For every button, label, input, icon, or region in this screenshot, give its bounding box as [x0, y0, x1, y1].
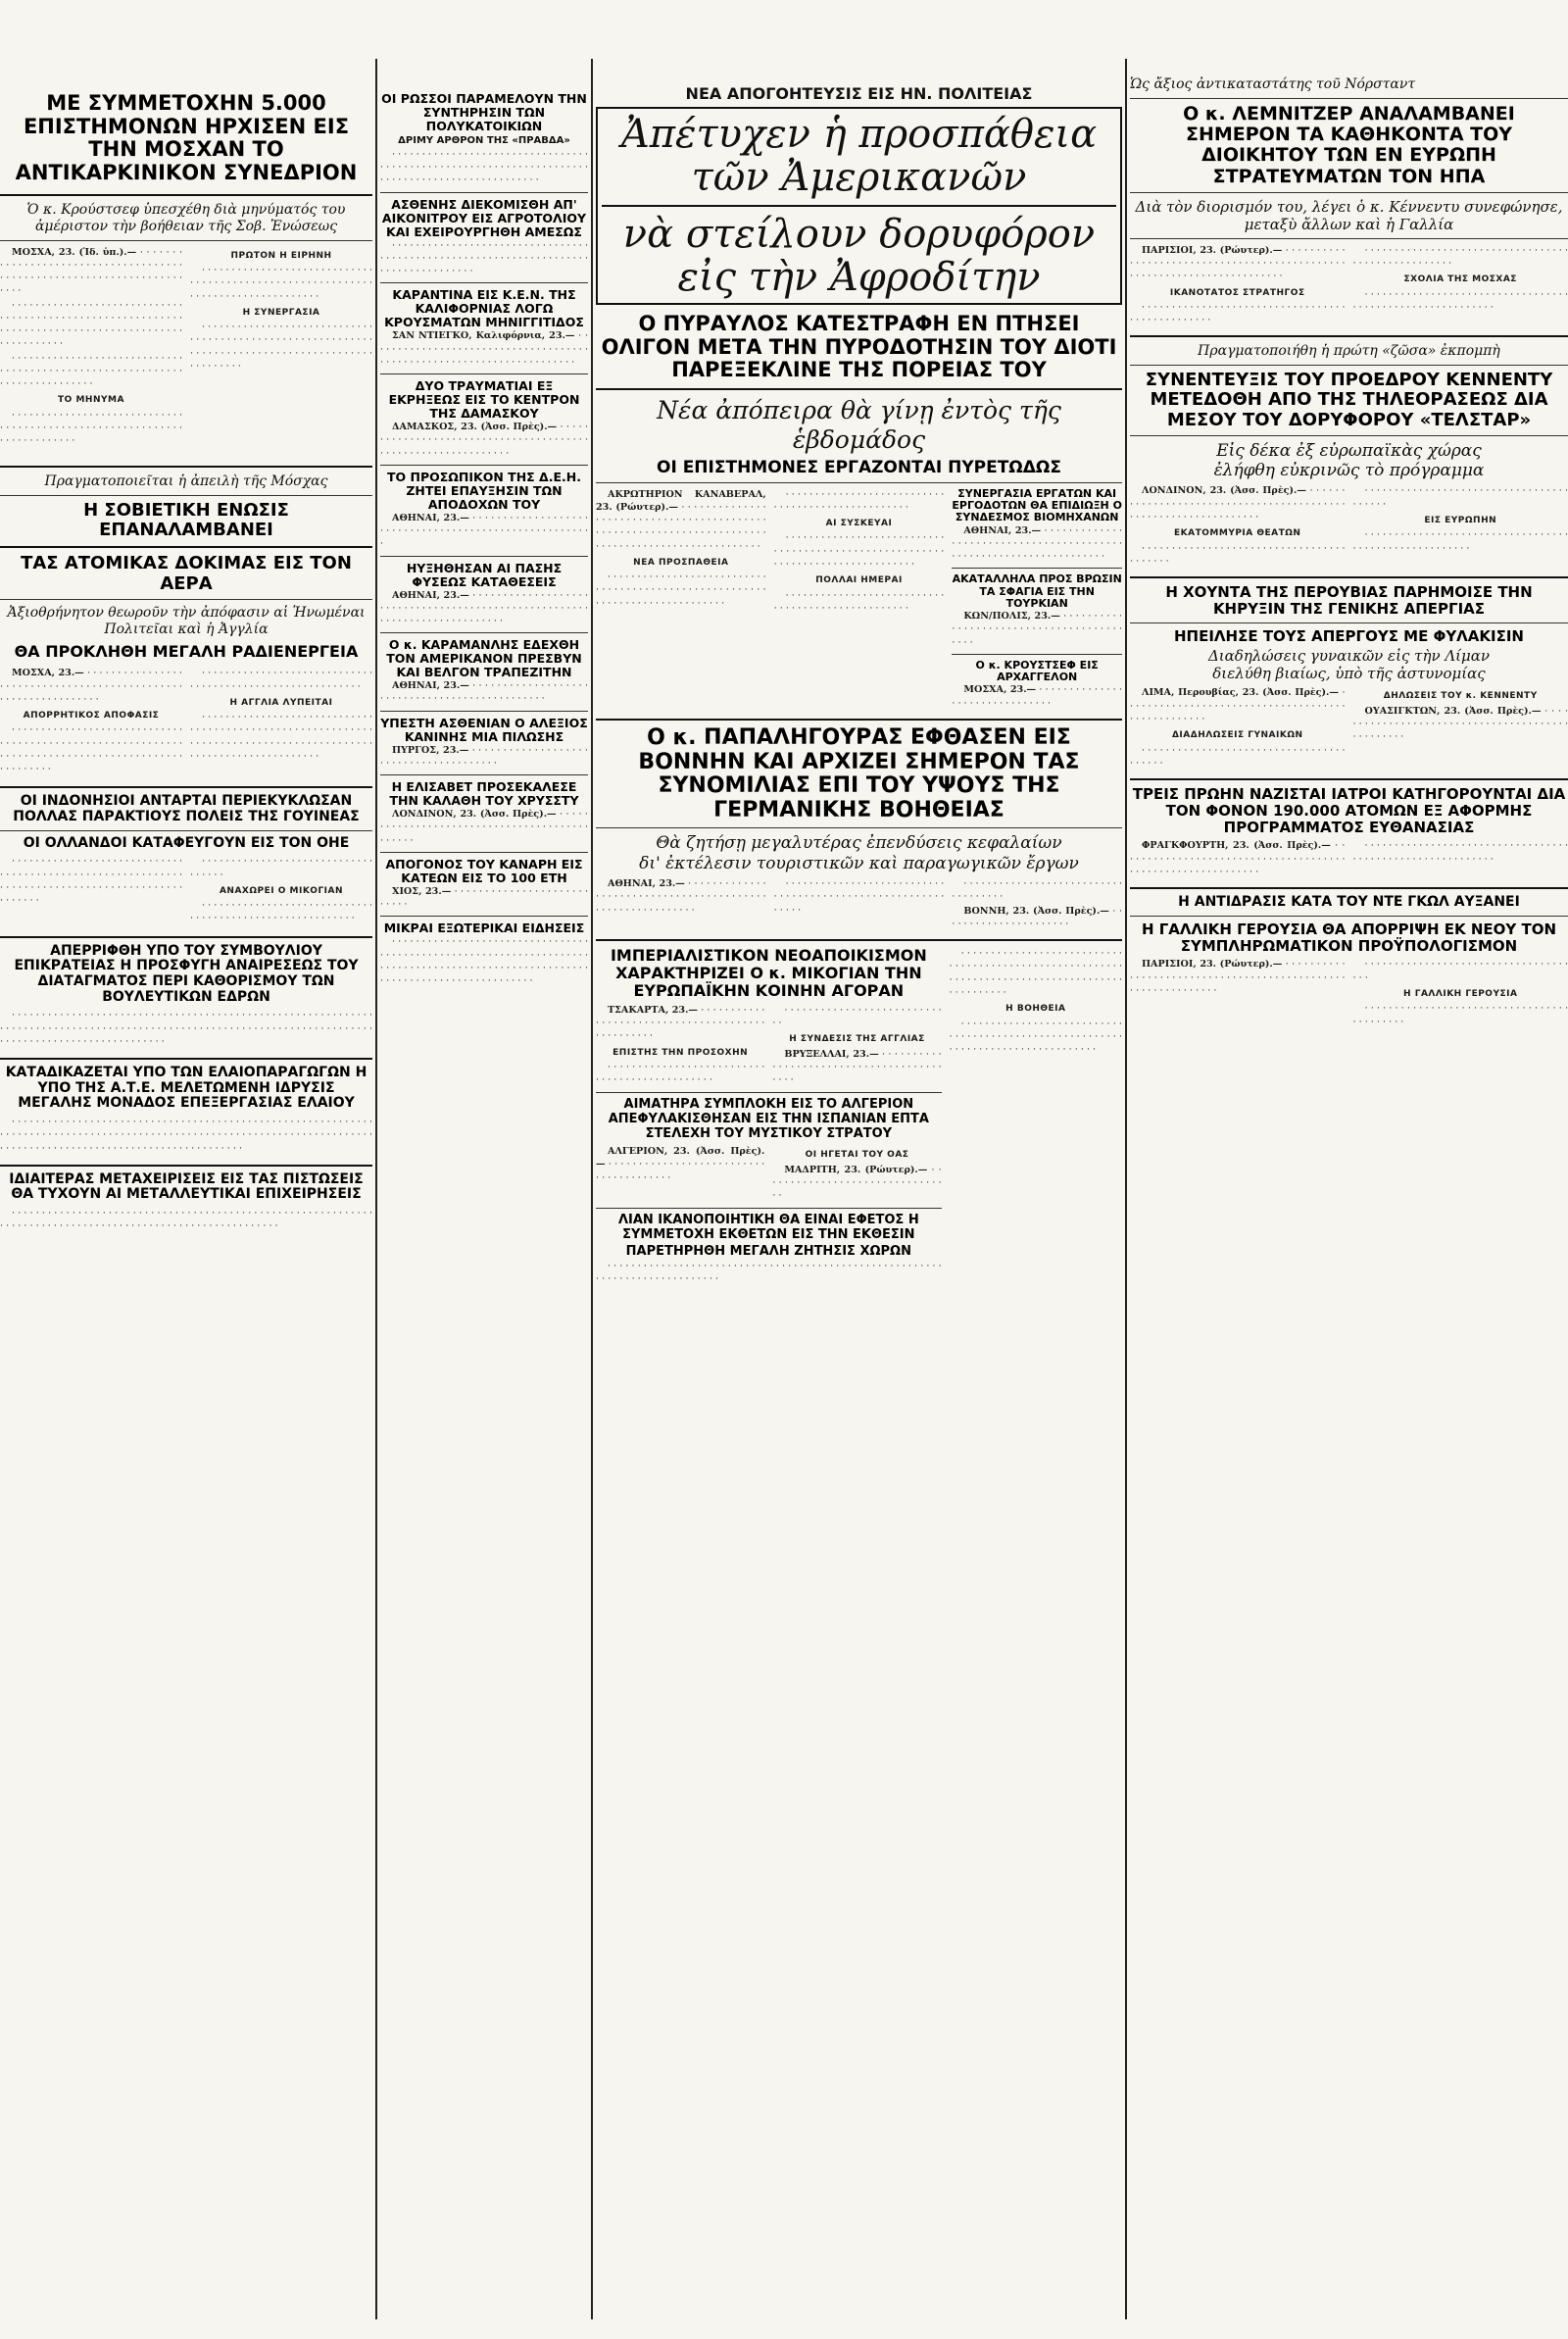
section-heading: ΠΟΛΛΑΙ ΗΜΕΡΑΙ [815, 575, 903, 586]
dateline: ΔΑΜΑΣΚΟΣ, 23. (Ἀσσ. Πρὲς).— [392, 422, 558, 433]
section-heading: ΟΙ ΗΓΕΤΑΙ ΤΟΥ ΟΑΣ [805, 1150, 909, 1161]
section-heading: ΔΙΑΔΗΛΩΣΕΙΣ ΓΥΝΑΙΚΩΝ [1171, 730, 1303, 741]
column-3 [596, 59, 1122, 2319]
headline: ΥΠΕΣΤΗ ΑΣΘΕΝΙΑΝ Ο ΑΛΕΞΙΟΣ ΚΑΝΙΝΗΣ ΜΙΑ ΠΙΛΩΣΗΣ [380, 715, 588, 744]
section-heading: ΔΗΛΩΣΕΙΣ ΤΟΥ κ. ΚΕΝΝΕΝΤΥ [1383, 691, 1538, 702]
headline: Η ΕΛΙΣΑΒΕΤ ΠΡΟΣΕΚΑΛΕΣΕ ΤΗΝ ΚΑΛΑΘΗ ΤΟΥ ΧΡΥΣΣΤΥ [389, 779, 579, 809]
subheadline: Διαδηλώσεις γυναικῶν εἰς τὴν Λίμαν [1207, 647, 1491, 666]
article-olive-oil [0, 1066, 372, 1155]
article-indonesia [0, 794, 372, 925]
article-body: · · · · · · · · · · · · · · · · · · · · · · · · · · · · · · · · · · · ΑΝΑΧΩΡΕΙ Ο ΜΙΚΟΓΙΑΝ · · · · · · · · · · · · · · · · · · · · · · · · · · · · · · · · · · · · · · · · · · · · · · · · · · · · · · · · · [190, 856, 372, 924]
article-algeria [596, 1098, 942, 1203]
subheadline: ΟΙ ΕΠΙΣΤΗΜΟΝΕΣ ΕΡΓΑΖΟΝΤΑΙ ΠΥΡΕΤΩΔΩΣ [657, 457, 1061, 477]
article-body: · · · · · · · · · · · · · · · · · · · · · · · · · · · · · · · · · · · · · · · · · · · · · · · · · · · · · · · · · · [1352, 840, 1568, 865]
article-mikoyan [596, 947, 942, 1087]
dateline: ΛΙΜΑ, Περουβίας, 23. (Ἀσσ. Πρὲς).— [1142, 687, 1339, 699]
article-deposits [380, 562, 588, 628]
subheadline: δι' ἐκτέλεσιν τουριστικῶν καὶ παραγωγικῶν ἔργων [639, 853, 1079, 873]
article-body: · · · · · · · · · · · · · · · · · · · · · · · · · · · · · · · · · · · · · · · · · · · · · · · · · · · · · · · · · · · · · · · · · · · · · · · · · · · · · · · · · · · · [380, 239, 588, 277]
column-4 [1130, 59, 1568, 2319]
article-soviet-atomic-tests [0, 473, 372, 776]
headline: ΑΣΘΕΝΗΣ ΔΙΕΚΟΜΙΣΘΗ ΑΠ' ΑΙΚΟΝΙΤΡΟΥ ΕΙΣ ΑΓΡΟΤΟΛΙΟΥ ΚΑΙ ΕΧΕΙΡΟΥΡΓΗΘΗ ΑΜΕΣΩΣ [381, 196, 587, 239]
article-damascus [380, 379, 588, 460]
subheadline: διελύθη βιαίως, ὑπὸ τῆς ἀστυνομίας [1212, 665, 1486, 683]
article-body: ΛΙΜΑ, Περουβίας, 23. (Ἀσσ. Πρὲς).— · · · · · · · · · · · · · · · · · · · · · · · · · · · · · · · · · · · · · · · · · · · · · · · · · · ΔΙΑΔΗΛΩΣΕΙΣ ΓΥΝΑΙΚΩΝ · · · · · · · · · · · · · · · · · · · · · · · · · · · · · · · · · · · · · · · · [1130, 687, 1346, 769]
article-dei-staff [380, 471, 588, 551]
headline: ΑΚΑΤΑΛΛΗΛΑ ΠΡΟΣ ΒΡΩΣΙΝ ΤΑ ΣΦΑΓΙΑ ΕΙΣ ΤΗΝ ΤΟΥΡΚΙΑΝ [952, 572, 1122, 610]
kicker: Ὡς ἄξιος ἀντικαταστάτης τοῦ Νόρσταντ [1130, 76, 1416, 92]
article-body: · · · · · · · · · · · · · · · · · · · · · · · · · · · · · · · · · · · · · · · · · · · · · · · · · · · · · · · · · · · · [773, 878, 945, 916]
section-heading: Η ΣΥΝΕΡΓΑΣΙΑ [242, 307, 320, 318]
headline: ΟΙ ΡΩΣΣΟΙ ΠΑΡΑΜΕΛΟΥΝ ΤΗΝ ΣΥΝΤΗΡΗΣΙΝ ΤΩΝ ΠΟΛΥΚΑΤΟΙΚΙΩΝ [381, 91, 587, 133]
dateline: ΜΟΣΧΑ, 23. (Ἰδ. ὑπ.).— [12, 246, 137, 258]
subheadline: ΔΡΙΜΥ ΑΡΘΡΟΝ ΤΗΣ «ΠΡΑΒΔΑ» [398, 135, 570, 146]
section-heading: ΤΟ ΜΗΝΥΜΑ [58, 395, 124, 406]
subheadline: Θὰ ζητήσῃ μεγαλυτέρας ἐπενδύσεις κεφαλαίων [656, 833, 1062, 854]
article-body: ΑΘΗΝΑΙ, 23.— · · · · · · · · · · · · · · · · · · · · · · · · · · · · · · · · · · · · · · · · · · · · · · · [380, 680, 588, 705]
article-body: ΜΟΣΧΑ, 23.— · · · · · · · · · · · · · · · · · · · · · · · · · · · · · · · · · · · · · · · · · · · · · · · · · · · · · · · · · · · · · · · ΑΠΟΡΡΗΤΙΚΟΣ ΑΠΟΦΑΣΙΣ · · · · · · · · · · · · · · · · · · · · · · · · · · · · · · · · · · · · · · · · · · · · · · · · · · · · · · · · · · · · · · · · · · · · · · · · · · · · · · · · · · · · · · · · · · · · · · · · · · [0, 668, 182, 775]
section-heading: ΠΡΩΤΟΝ Η ΕΙΡΗΝΗ [230, 250, 332, 261]
section-heading: ΙΚΑΝΟΤΑΤΟΣ ΣΤΡΑΤΗΓΟΣ [1169, 287, 1305, 298]
headline: ΔΥΟ ΤΡΑΥΜΑΤΙΑΙ ΕΞ ΕΚΡΗΞΕΩΣ ΕΙΣ ΤΟ ΚΕΝΤΡΟΝ ΤΗΣ ΔΑΜΑΣΚΟΥ [388, 378, 580, 422]
article-body: ΔΑΜΑΣΚΟΣ, 23. (Ἀσσ. Πρὲς).— · · · · · · · · · · · · · · · · · · · · · · · · · · · · · · · · · · · · · · · · · · · · · · · · · · · · · · · · · · · · · · [380, 422, 588, 459]
article-brief-news [380, 921, 588, 987]
article-pravda [380, 59, 588, 187]
headline: ΤΑΣ ΑΤΟΜΙΚΑΣ ΔΟΚΙΜΑΣ ΕΙΣ ΤΟΝ ΑΕΡΑ [21, 553, 352, 594]
headline: ΜΕ ΣΥΜΜΕΤΟΧΗΝ 5.000 ΕΠΙΣΤΗΜΟΝΩΝ ΗΡΧΙΣΕΝ ΕΙΣ ΤΗΝ ΜΟΣΧΑΝ ΤΟ ΑΝΤΙΚΑΡΚΙΝΙΚΟΝ ΣΥΝΕΔΡΙΟΝ [15, 91, 358, 184]
article-exhibition [596, 1214, 942, 1285]
section-heading: Η ΑΓΓΛΙΑ ΛΥΠΕΙΤΑΙ [229, 697, 333, 708]
dateline: ΜΟΣΧΑ, 23.— [963, 684, 1037, 696]
article-body: ΠΡΩΤΟΝ Η ΕΙΡΗΝΗ · · · · · · · · · · · · · · · · · · · · · · · · · · · · · · · · · · · · · · · · · · · · · · · · · · · · · · · · · · · · · · · · · · · · · · · · · · · · · · · · · Η ΣΥΝΕΡΓΑΣΙΑ · · · · · · · · · · · · · · · · · · · · · · · · · · · · · · · · · · · · · · · · · · · · · · · · · · · · · · · · · · · · · · · · · · · · · · · · · · · · · · · · · · · · · · · · · · · · · · · · · · [190, 250, 372, 372]
column-rule [591, 59, 593, 2319]
article-body: ΟΙ ΗΓΕΤΑΙ ΤΟΥ ΟΑΣ ΜΑΔΡΙΤΗ, 23. (Ρώυτερ).— · · · · · · · · · · · · · · · · · · · · · · · · · · · · · · · · [772, 1150, 942, 1201]
article-body: · · · · · · · · · · · · · · · · · · · · · · · · · · · · · · · · · · · · · · · · · · · · · · · · · · · · · · · · · · · · · · · · · · · · · · · · · · · · · · · · · · · · · · · · · · · · · · · · · · · · · · · · · · · [0, 1208, 372, 1232]
headline: Η ΧΟΥΝΤΑ ΤΗΣ ΠΕΡΟΥΒΙΑΣ ΠΑΡΗΜΟΙΣΕ ΤΗΝ ΚΗΡΥΞΙΝ ΤΗΣ ΓΕΝΙΚΗΣ ΑΠΕΡΓΙΑΣ [1165, 583, 1533, 618]
headline: ΑΠΕΡΡΙΦΘΗ ΥΠΟ ΤΟΥ ΣΥΜΒΟΥΛΙΟΥ ΕΠΙΚΡΑΤΕΙΑΣ Η ΠΡΟΣΦΥΓΗ ΑΝΑΙΡΕΣΕΩΣ ΤΟΥ ΔΙΑΤΑΓΜΑΤΟΣ ΠΕΡΙ ΚΑΘΟΡΙΣΜΟΥ ΤΩΝ ΒΟΥΛΕΥΤΙΚΩΝ ΕΔΡΩΝ [14, 942, 359, 1005]
dateline: ΑΘΗΝΑΙ, 23.— [608, 878, 685, 890]
article-body: · · · · · · · · · · · · · · · · · · · · · · · · · · · · · · · · · · · · · · · · · · · · · · · · · · · ΣΧΟΛΙΑ ΤΗΣ ΜΟΣΧΑΣ · · · · · · · · · · · · · · · · · · · · · · · · · · · · · · · · · · · · · · · · · · · · · · · · · · · · · · · · · · [1352, 244, 1568, 313]
kicker: Πραγματοποιήθη ἡ πρώτη «ζῶσα» ἐκπομπὴ [1198, 343, 1500, 360]
article-body: · · · · · · · · · · · · · · · · · · · · · · · · · · · · · · · · · · · · · · · · · · · · · · · · · · · · · · · · · · · · · · · · · · · · · · · · · · · · · · · · · · · · · · · · · · · · · · · · [0, 856, 182, 907]
kicker: ΝΕΑ ΑΠΟΓΟΗΤΕΥΣΙΣ ΕΙΣ ΗΝ. ΠΟΛΙΤΕΙΑΣ [685, 84, 1033, 103]
section-heading: ΕΙΣ ΕΥΡΩΠΗΝ [1424, 515, 1497, 525]
dateline: ΜΑΔΡΙΤΗ, 23. (Ρώυτερ).— [784, 1164, 928, 1175]
subheadline: Εἰς δέκα ἐξ εὐρωπαϊκὰς χώρας [1216, 440, 1482, 461]
column-2 [380, 59, 588, 2319]
article-body: ΛΟΝΔΙΝΟΝ, 23. (Ἀσσ. Πρὲς).— · · · · · · · · · · · · · · · · · · · · · · · · · · · · · · · · · · · · · · · · · · · · · · · · · · · · · · · · · · · · · · · · ΕΚΑΤΟΜΜΥΡΙΑ ΘΕΑΤΩΝ · · · · · · · · · · · · · · · · · · · · · · · · · · · · · · · · · · · · · · · · · [1130, 485, 1346, 567]
kicker: Η ΑΝΤΙΔΡΑΣΙΣ ΚΑΤΑ ΤΟΥ ΝΤΕ ΓΚΩΛ ΑΥΞΑΝΕΙ [1178, 894, 1520, 911]
section-heading: Η ΓΑΛΛΙΚΗ ΓΕΡΟΥΣΙΑ [1403, 988, 1518, 999]
dateline: ΟΥΑΣΙΓΚΤΩΝ, 23. (Ἀσσ. Πρὲς).— [1364, 705, 1542, 717]
article-body: ΑΘΗΝΑΙ, 23.— · · · · · · · · · · · · · · · · · · · · · · · · · · · · · · · · · · · · · · · · · · · · · · · · · · · · · · · · · · · · · · · · · · · · · · · · · · · [380, 589, 588, 626]
article-body: ΠΑΡΙΣΙΟΙ, 23. (Ρώυτερ).— · · · · · · · · · · · · · · · · · · · · · · · · · · · · · · · · · · · · · · · · · · · · · · · · · · · · · · · · · · · · · [1130, 959, 1346, 996]
headline: Η ΓΑΛΛΙΚΗ ΓΕΡΟΥΣΙΑ ΘΑ ΑΠΟΡΡΙΨΗ ΕΚ ΝΕΟΥ ΤΟΝ ΣΥΜΠΛΗΡΩΜΑΤΙΚΟΝ ΠΡΟΫΠΟΛΟΓΙΣΜΟΝ [1141, 920, 1557, 955]
headline: ΣΥΝΕΡΓΑΣΙΑ ΕΡΓΑΤΩΝ ΚΑΙ ΕΡΓΟΔΟΤΩΝ ΘΑ ΕΠΙΔΙΩΞΗ Ο ΣΥΝΔΕΣΜΟΣ ΒΙΟΜΗΧΑΝΩΝ [952, 486, 1122, 524]
article-body: ΦΡΑΓΚΦΟΥΡΤΗ, 23. (Ἀσσ. Πρὲς).— · · · · · · · · · · · · · · · · · · · · · · · · · · · · · · · · · · · · · · · · · · · · · · · · · · · · · · · · · · · · [1130, 840, 1346, 877]
article-patient [380, 198, 588, 278]
headline: Ο ΠΥΡΑΥΛΟΣ ΚΑΤΕΣΤΡΑΦΗ ΕΝ ΠΤΗΣΕΙ ΟΛΙΓΟΝ ΜΕΤΑ ΤΗΝ ΠΥΡΟΔΟΤΗΣΙΝ ΤΟΥ ΔΙΟΤΙ ΠΑΡΕΞΕΚΛΙΝΕ ΤΗΣ ΠΟΡΕΙΑΣ ΤΟΥ [601, 312, 1117, 382]
headline: ΑΠΟΓΟΝΟΣ ΤΟΥ ΚΑΝΑΡΗ ΕΙΣ ΚΑΤΕΩΝ ΕΙΣ ΤΟ 100 ΕΤΗ [385, 856, 583, 885]
article-body: · · · · · · · · · · · · · · · · · · · · · · · · · · · · · · · · · · · · · · · · ΕΙΣ ΕΥΡΩΠΗΝ · · · · · · · · · · · · · · · · · · · · · · · · · · · · · · · · · · · · · · · · · · · · · · · · · · · · · · [1352, 485, 1568, 554]
article-body: · · · · · · · · · · · · · · · · · · · · · · · · · · · · Η ΣΥΝΔΕΣΙΣ ΤΗΣ ΑΓΓΛΙΑΣ ΒΡΥΞΕΛΛΑΙ, 23.— · · · · · · · · · · · · · · · · · · · · · · · · · · · · · · · · · · · · · · · · · · [772, 1004, 942, 1086]
article-peru [1130, 584, 1568, 771]
dateline: ΑΘΗΝΑΙ, 23.— [392, 680, 469, 692]
article-karamanlis [380, 638, 588, 705]
dateline: ΠΑΡΙΣΙΟΙ, 23. (Ρώυτερ).— [1142, 959, 1283, 970]
article-body: ΠΥΡΓΟΣ, 23.— · · · · · · · · · · · · · · · · · · · · · · · · · · · · · · · · · · · · · · · [380, 744, 588, 769]
article-french-senate [1130, 895, 1568, 1029]
headline: Ο κ. ΠΑΠΑΛΗΓΟΥΡΑΣ ΕΦΘΑΣΕΝ ΕΙΣ ΒΟΝΝΗΝ ΚΑΙ ΑΡΧΙΖΕΙ ΣΗΜΕΡΟΝ ΤΑΣ ΣΥΝΟΜΙΛΙΑΣ ΕΠΙ ΤΟΥ ΥΨΟΥΣ ΤΗΣ ΓΕΡΜΑΝΙΚΗΣ ΒΟΗΘΕΙΑΣ [638, 724, 1080, 822]
article-body: · · · · · · · · · · · · · · · · · · · · · · · · · · · · · · · · · · · · · · · · · · · · · · · · · · · · · · · · · · · · · · · · · · · · · · · · · · · · · · · · · · · · · · · · · · · · · · · Η ΒΟΗΘΕΙΑ · · · · · · · · · · · · · · · · · · · · · · · · · · · · · · · · · · · · · · · · · · · · · · · · · · · · · · · · · · · · · · · · · · · · · · · · · · · · · · · · · [949, 948, 1122, 1055]
article-body: ΣΑΝ ΝΤΙΕΓΚΟ, Καλιφόρνια, 23.— · · · · · · · · · · · · · · · · · · · · · · · · · · · · · · · · · · · · · · · · · · · · · · · · · · · · · · · · · · · · · · · · · · · · · · [380, 330, 588, 368]
section-heading: ΝΕΑ ΠΡΟΣΠΑΘΕΙΑ [633, 557, 729, 568]
dateline: ΛΟΝΔΙΝΟΝ, 23. (Ἀσσ. Πρὲς).— [392, 809, 557, 821]
article-body: ΑΛΓΕΡΙΟΝ, 23. (Ἀσσ. Πρὲς).— · · · · · · · · · · · · · · · · · · · · · · · · · · · · · · · · · · · · · · · [596, 1146, 765, 1183]
article-mining-credit [0, 1172, 372, 1233]
headline: ΤΟ ΠΡΟΣΩΠΙΚΟΝ ΤΗΣ Δ.Ε.Η. ΖΗΤΕΙ ΕΠΑΥΞΗΣΙΝ ΤΩΝ ΑΠΟΔΟΧΩΝ ΤΟΥ [387, 469, 581, 512]
article-body: ΑΘΗΝΑΙ, 23.— · · · · · · · · · · · · · · · · · · · · · · · · · · · · · · · · · · · · · · · · · · · · · · · · · · · · · · · [380, 512, 588, 550]
dateline: ΒΡΥΞΕΛΛΑΙ, 23.— [784, 1048, 879, 1060]
article-council-of-state [0, 944, 372, 1048]
article-telstar [1130, 343, 1568, 569]
section-heading: ΑΝΑΧΩΡΕΙ Ο ΜΙΚΟΓΙΑΝ [219, 885, 344, 896]
article-nazi-doctors [1130, 786, 1568, 879]
headline: ΗΥΞΗΘΗΣΑΝ ΑΙ ΠΑΣΗΣ ΦΥΣΕΩΣ ΚΑΤΑΘΕΣΕΙΣ [406, 560, 563, 589]
headline: Ο κ. ΚΑΡΑΜΑΝΛΗΣ ΕΔΕΧΘΗ ΤΟΝ ΑΜΕΡΙΚΑΝΟΝ ΠΡΕΣΒΥΝ ΚΑΙ ΒΕΛΓΟΝ ΤΡΑΠΕΖΙΤΗΝ [386, 637, 582, 680]
article-body: ΔΗΛΩΣΕΙΣ ΤΟΥ κ. ΚΕΝΝΕΝΤΥ ΟΥΑΣΙΓΚΤΩΝ, 23. (Ἀσσ. Πρὲς).— · · · · · · · · · · · · · · · · · · · · · · · · · · · · · · · · · · · · · · · · · · · · · · · · · [1352, 691, 1568, 743]
section-heading: ΕΠΙΣΤΗΣ ΤΗΝ ΠΡΟΣΟΧΗΝ [612, 1047, 749, 1058]
article-papaligouras [596, 726, 1122, 931]
column-rule [1125, 59, 1127, 2319]
headline: ΟΙ ΙΝΔΟΝΗΣΙΟΙ ΑΝΤΑΡΤΑΙ ΠΕΡΙΕΚΥΚΛΩΣΑΝ ΠΟΛΛΑΣ ΠΑΡΑΚΤΙΟΥΣ ΠΟΛΕΙΣ ΤΗΣ ΓΟΥΙΝΕΑΣ [13, 793, 360, 824]
article-sidebar: ΣΥΝΕΡΓΑΣΙΑ ΕΡΓΑΤΩΝ ΚΑΙ ΕΡΓΟΔΟΤΩΝ ΘΑ ΕΠΙΔΙΩΞΗ Ο ΣΥΝΔΕΣΜΟΣ ΒΙΟΜΗΧΑΝΩΝ ΑΘΗΝΑΙ, 23.— · · · · · · · · · · · · · · · · · · · · · · · · · · · · · · · · · · · · · · · · · · · · · · · · · · · · · · · · · · · · · · · · · · · ΑΚΑΤΑΛΛΗΛΑ ΠΡΟΣ ΒΡΩΣΙΝ ΤΑ ΣΦΑΓΙΑ ΕΙΣ ΤΗΝ ΤΟΥΡΚΙΑΝ ΚΩΝ/ΠΟΛΙΣ, 23.— · · · · · · · · · · · · · · · · · · · · · · · · · · · · · · · · · · · · · · · · · · Ο κ. ΚΡΟΥΣΤΣΕΦ ΕΙΣ ΑΡΧΑΓΓΕΛΟΝ ΜΟΣΧΑ, 23.— · · · · · · · · · · · · · · · · · · · · · · · · · · · · · · · [952, 486, 1122, 709]
article-body: · · · · · · · · · · · · · · · · · · · · · · · · · · · · · · · · · · · · · · · · · · · · · · · · · · ΑΙ ΣΥΣΚΕΥΑΙ · · · · · · · · · · · · · · · · · · · · · · · · · · · · · · · · · · · · · · · · · · · · · · · · · · · · · · · · · · · · · · · · · · · · · · · · · · · · · · · ΠΟΛΛΑΙ ΗΜΕΡΑΙ · · · · · · · · · · · · · · · · · · · · · · · · · · · · · · · · · · · · · · · · · · · · · · · · · · [773, 488, 945, 614]
dateline: ΒΟΝΝΗ, 23. (Ἀσσ. Πρὲς).— [963, 905, 1109, 917]
headline: ΤΡΕΙΣ ΠΡΩΗΝ ΝΑΖΙΣΤΑΙ ΙΑΤΡΟΙ ΚΑΤΗΓΟΡΟΥΝΤΑΙ ΔΙΑ ΤΟΝ ΦΟΝΟΝ 190.000 ΑΤΟΜΩΝ ΕΞ ΑΦΟΡΜΗΣ ΠΡΟΓΡΑΜΜΑΤΟΣ ΕΥΘΑΝΑΣΙΑΣ [1132, 785, 1566, 836]
article-kanaris [380, 858, 588, 911]
section-heading: ΑΠΟΡΡΗΤΙΚΟΣ ΑΠΟΦΑΣΙΣ [23, 710, 160, 721]
article-body: · · · · · · · · · · · · · · · · · · · · · · · · · · · · · · · · · · · · · · · · · · · · · · · · · · · · · · · · · · · · · · · · · · · · · · · · · · · · · · · · · · · · · · · · · · · · · · · · · · · · · · · · · · · · · · · · · · · · · · · · · · · · · · · · · · · · · · · · · · · · · · · · · · · · · · · · · · · · · · · · · · · [0, 1117, 372, 1154]
article-lemnitzer [1130, 59, 1568, 327]
headline: ΗΠΕΙΛΗΣΕ ΤΟΥΣ ΑΠΕΡΓΟΥΣ ΜΕ ΦΥΛΑΚΙΣΙΝ [1174, 626, 1524, 645]
dateline: ΧΙΟΣ, 23.— [392, 885, 452, 897]
article-body: ΜΟΣΧΑ, 23. (Ἰδ. ὑπ.).— · · · · · · · · · · · · · · · · · · · · · · · · · · · · · · · · · · · · · · · · · · · · · · · · · · · · · · · · · · · · · · · · · · · · · · · · · · · · · · · · · · · · · · · · · · · · · · · · · · · · · · · · · · · · · · · · · · · · · · · · · · · · · · · · · · · · · · · · · · · · · · · · · · · · · · · · · · · · · · · · · · · · · · · · · · · · · · · · · · · · · · · · · · · · · · · · · · · · · · · · · · · · · · · · · · · · · · · · · · · · · · · · · · · · · · · · · · · · · · · · · · · · · · ΤΟ ΜΗΝΥΜΑ · · · · · · · · · · · · · · · · · · · · · · · · · · · · · · · · · · · · · · · · · · · · · · · · · · · · · · · · · · · · · · · · · · · · · · · · [0, 246, 182, 447]
article-body: · · · · · · · · · · · · · · · · · · · · · · · · · · · · · · · · · · · · · · · · · · · · · · · · · · · · · · · · · · · · · · · · · · · · · · · · · · · · · · · · · · · · · · · · · · · · · · · · · · · · · · · · · · · · · · · · · · · · · · · · · · · · · · · · · [380, 936, 588, 987]
headline: ΟΙ ΟΛΛΑΝΔΟΙ ΚΑΤΑΦΕΥΓΟΥΝ ΕΙΣ ΤΟΝ ΟΗΕ [23, 834, 350, 851]
article-body: · · · · · · · · · · · · · · · · · · · · · · · · · · · · · · · · · · · · · · · · · · · · · · · · · · · · · · · · · · · · · · · · · · · · · · · · · · · · · · · · · · · · · · · · · · · · · · · [380, 149, 588, 186]
article-cancer-congress [0, 59, 372, 448]
article-body: ΛΟΝΔΙΝΟΝ, 23. (Ἀσσ. Πρὲς).— · · · · · · · · · · · · · · · · · · · · · · · · · · · · · · · · · · · · · · · · · · · · · · [380, 809, 588, 846]
article-quarantine [380, 288, 588, 369]
headline: ΙΜΠΕΡΙΑΛΙΣΤΙΚΟΝ ΝΕΟΑΠΟΙΚΙΣΜΟΝ ΧΑΡΑΚΤΗΡΙΖΕΙ Ο κ. ΜΙΚΟΓΙΑΝ ΤΗΝ ΕΥΡΩΠΑΪΚΗΝ ΚΟΙΝΗΝ ΑΓΟΡΑΝ [610, 946, 927, 1000]
dateline: ΠΑΡΙΣΙΟΙ, 23. (Ρώυτερ).— [1142, 244, 1283, 256]
article-body: · · · · · · · · · · · · · · · · · · · · · · · · · · · · · · · · · · · · · Η ΓΑΛΛΙΚΗ ΓΕΡΟΥΣΙΑ · · · · · · · · · · · · · · · · · · · · · · · · · · · · · · · · · · · · · · · · · · · [1352, 959, 1568, 1027]
dateline: ΑΘΗΝΑΙ, 23.— [392, 512, 469, 523]
subheadline: Ἀξιοθρήνητον θεωροῦν τὴν ἀπόφασιν αἱ Ἡνωμέναι Πολιτεῖαι καὶ ἡ Ἀγγλία [7, 604, 366, 637]
column-rule [375, 59, 377, 2319]
dateline: ΛΟΝΔΙΝΟΝ, 23. (Ἀσσ. Πρὲς).— [1142, 485, 1306, 497]
article-body: · · · · · · · · · · · · · · · · · · · · · · · · · · · · · · · · · · · · · · · · · · · · · · · · · · · · · · · · · · Η ΑΓΓΛΙΑ ΛΥΠΕΙΤΑΙ · · · · · · · · · · · · · · · · · · · · · · · · · · · · · · · · · · · · · · · · · · · · · · · · · · · · · · · · · · · · · · · · · · · · · · · · · · · · · · · · · · · · · · · · · · · · · · · · · · · · · · · · · · · · · · · [190, 668, 372, 762]
headline: ΙΔΙΑΙΤΕΡΑΣ ΜΕΤΑΧΕΙΡΙΣΕΙΣ ΕΙΣ ΤΑΣ ΠΙΣΤΩΣΕΙΣ ΘΑ ΤΥΧΟΥΝ ΑΙ ΜΕΤΑΛΛΕΥΤΙΚΑΙ ΕΠΙΧΕΙΡΗΣΕΙΣ [9, 1170, 364, 1203]
article-pyrgos [380, 717, 588, 770]
subheadline: Ὁ κ. Κρούστσεφ ὑπεσχέθη διὰ μηνύματός του ἀμέριστον τὴν βοήθειαν τῆς Σοβ. Ἑνώσεως [26, 202, 346, 234]
headline: ΚΑΡΑΝΤΙΝΑ ΕΙΣ Κ.Ε.Ν. ΤΗΣ ΚΑΛΙΦΟΡΝΙΑΣ ΛΟΓΩ ΚΡΟΥΣΜΑΤΩΝ ΜΗΝΙΓΓΙΤΙΔΟΣ [384, 287, 584, 330]
subheadline: ἐλήφθη εὐκρινῶς τὸ πρόγραμμα [1213, 461, 1485, 481]
subheadline: Νέα ἀπόπειρα θὰ γίνῃ ἐντὸς τῆς ἑβδομάδος [657, 395, 1061, 454]
section-heading: ΕΚΑΤΟΜΜΥΡΙΑ ΘΕΑΤΩΝ [1174, 528, 1301, 539]
headline: Ἀπέτυχεν ἡ προσπάθεια τῶν Ἀμερικανῶν [620, 112, 1098, 200]
headline: ΑΙΜΑΤΗΡΑ ΣΥΜΠΛΟΚΗ ΕΙΣ ΤΟ ΑΛΓΕΡΙΟΝ ΑΠΕΦΥΛΑΚΙΣΘΗΣΑΝ ΕΙΣ ΤΗΝ ΙΣΠΑΝΙΑΝ ΕΠΤΑ ΣΤΕΛΕΧΗ ΤΟΥ ΜΥΣΤΙΚΟΥ ΣΤΡΑΤΟΥ [608, 1097, 929, 1141]
headline: Η ΣΟΒΙΕΤΙΚΗ ΕΝΩΣΙΣ ΕΠΑΝΑΛΑΜΒΑΝΕΙ [83, 500, 289, 541]
article-body: · · · · · · · · · · · · · · · · · · · · · · · · · · · · · · · · · · · · ΒΟΝΝΗ, 23. (Ἀσσ. Πρὲς).— · · · · · · · · · · · · · · · · · · · · · · [952, 878, 1122, 929]
article-body: ΑΘΗΝΑΙ, 23.— · · · · · · · · · · · · · · · · · · · · · · · · · · · · · · · · · · · · · · · · · · · · · · · · · · · · · · · · · · [596, 878, 766, 916]
headline: ΘΑ ΠΡΟΚΛΗΘΗ ΜΕΓΑΛΗ ΡΑΔΙΕΝΕΡΓΕΙΑ [14, 642, 359, 662]
dateline: ΚΩΝ/ΠΟΛΙΣ, 23.— [963, 611, 1060, 622]
article-body: ΧΙΟΣ, 23.— · · · · · · · · · · · · · · · · · · · · · · · · · · · [380, 885, 588, 911]
dateline: ΠΥΡΓΟΣ, 23.— [392, 744, 469, 756]
section-heading: ΣΧΟΛΙΑ ΤΗΣ ΜΟΣΧΑΣ [1403, 274, 1517, 285]
article-elizabeth [380, 780, 588, 847]
subheadline: Διὰ τὸν διορισμόν του, λέγει ὁ κ. Κέννεντυ συνεφώνησε, μεταξὺ ἄλλων καὶ ἡ Γαλλία [1135, 197, 1563, 233]
dateline: ΑΘΗΝΑΙ, 23.— [963, 524, 1042, 536]
article-body: ΤΣΑΚΑΡΤΑ, 23.— · · · · · · · · · · · · · · · · · · · · · · · · · · · · · · · · · · · · · · · · · · · · · · · · · ΕΠΙΣΤΗΣ ΤΗΝ ΠΡΟΣΟΧΗΝ · · · · · · · · · · · · · · · · · · · · · · · · · · · · · · · · · · · · · · · · · · · · · · [596, 1004, 765, 1086]
article-body: · · · · · · · · · · · · · · · · · · · · · · · · · · · · · · · · · · · · · · · · · · · · · · · · · · · · · · · · · · · · · · · · · · · · · · · · · · · · · · · · · · · · · · · · · · · · · · · · · · · · · · · · · · · · · · · · · · · · · · · · · · · · · · · · · · · · · · · · · · · · · · · · · · · · · · [0, 1010, 372, 1047]
dateline: ΣΑΝ ΝΤΙΕΓΚΟ, Καλιφόρνια, 23.— [392, 330, 575, 342]
dateline: ΜΟΣΧΑ, 23.— [12, 668, 84, 679]
article-body: ΠΑΡΙΣΙΟΙ, 23. (Ρώυτερ).— · · · · · · · · · · · · · · · · · · · · · · · · · · · · · · · · · · · · · · · · · · · · · · · · · · · · · · · · · · · · · · · · · · · · · · · · ΙΚΑΝΟΤΑΤΟΣ ΣΤΡΑΤΗΓΟΣ · · · · · · · · · · · · · · · · · · · · · · · · · · · · · · · · · · · · · · · · · · · · · · · · [1130, 244, 1346, 326]
section-heading: Η ΒΟΗΘΕΙΑ [1005, 1004, 1066, 1015]
dateline: ΤΣΑΚΑΡΤΑ, 23.— [608, 1004, 699, 1016]
dateline: ΦΡΑΓΚΦΟΥΡΤΗ, 23. (Ἀσσ. Πρὲς).— [1142, 840, 1331, 852]
headline: Ο κ. ΛΕΜΝΙΤΖΕΡ ΑΝΑΛΑΜΒΑΝΕΙ ΣΗΜΕΡΟΝ ΤΑ ΚΑΘΗΚΟΝΤΑ ΤΟΥ ΔΙΟΙΚΗΤΟΥ ΤΩΝ ΕΝ ΕΥΡΩΠΗ ΣΤΡΑΤΕΥΜΑΤΩΝ ΤΟΝ ΗΠΑ [1183, 102, 1515, 187]
kicker: Πραγματοποιεῖται ἡ ἀπειλὴ τῆς Μόσχας [44, 473, 328, 490]
section-heading: Η ΣΥΝΔΕΣΙΣ ΤΗΣ ΑΓΓΛΙΑΣ [789, 1034, 925, 1045]
article-body: · · · · · · · · · · · · · · · · · · · · · · · · · · · · · · · · · · · · · · · · · · · · · · · · · · · · · · · · · · · · · · · · · · · · · · · · · · · · · [596, 1260, 942, 1285]
dateline: ΑΘΗΝΑΙ, 23.— [392, 589, 469, 601]
article-venus-rocket [596, 59, 1122, 711]
headline: ΚΑΤΑΔΙΚΑΖΕΤΑΙ ΥΠΟ ΤΩΝ ΕΛΑΙΟΠΑΡΑΓΩΓΩΝ Η ΥΠΟ ΤΗΣ Α.Τ.Ε. ΜΕΛΕΤΩΜΕΝΗ ΙΔΡΥΣΙΣ ΜΕΓΑΛΗΣ ΜΟΝΑΔΟΣ ΕΠΕΞΕΡΓΑΣΙΑΣ ΕΛΑΙΟΥ [5, 1065, 368, 1112]
section-heading: ΑΙ ΣΥΣΚΕΥΑΙ [825, 519, 893, 529]
article-body: ΑΚΡΩΤΗΡΙΟΝ ΚΑΝΑΒΕΡΑΛ, 23. (Ρώυτερ).— · · · · · · · · · · · · · · · · · · · · · · · · · · · · · · · · · · · · · · · · · · · · · · · · · · · · · · · · · · · · · · · · · · · · · · · · · · · · · · · · · · · · · · · · · · · · · · · · · · ΝΕΑ ΠΡΟΣΠΑΘΕΙΑ · · · · · · · · · · · · · · · · · · · · · · · · · · · · · · · · · · · · · · · · · · · · · · · · · · · · · · · · · · · · · · · · · · · · · · · · · · · · · [596, 488, 766, 609]
dateline: ΑΛΓΕΡΙΟΝ, 23. (Ἀσσ. Πρὲς).— [596, 1146, 765, 1170]
headline: νὰ στείλουν δορυφόρον εἰς τὴν Ἀφροδίτην [622, 212, 1096, 300]
column-1 [0, 59, 372, 2319]
dateline: ΑΚΡΩΤΗΡΙΟΝ ΚΑΝΑΒΕΡΑΛ, 23. (Ρώυτερ).— [596, 488, 766, 513]
headline: ΣΥΝΕΝΤΕΥΞΙΣ ΤΟΥ ΠΡΟΕΔΡΟΥ ΚΕΝΝΕΝΤΥ ΜΕΤΕΔΟΘΗ ΑΠΟ ΤΗΣ ΤΗΛΕΟΡΑΣΕΩΣ ΔΙΑ ΜΕΣΟΥ ΤΟΥ ΔΟΡΥΦΟΡΟΥ «ΤΕΛΣΤΑΡ» [1145, 370, 1553, 430]
headline: ΛΙΑΝ ΙΚΑΝΟΠΟΙΗΤΙΚΗ ΘΑ ΕΙΝΑΙ ΕΦΕΤΟΣ Η ΣΥΜΜΕΤΟΧΗ ΕΚΘΕΤΩΝ ΕΙΣ ΤΗΝ ΕΚΘΕΣΙΝ [617, 1213, 919, 1242]
headline: ΜΙΚΡΑΙ ΕΞΩΤΕΡΙΚΑΙ ΕΙΔΗΣΕΙΣ [383, 921, 585, 936]
headline: ΠΑΡΕΤΗΡΗΘΗ ΜΕΓΑΛΗ ΖΗΤΗΣΙΣ ΧΩΡΩΝ [625, 1244, 911, 1260]
headline: Ο κ. ΚΡΟΥΣΤΣΕΦ ΕΙΣ ΑΡΧΑΓΓΕΛΟΝ [975, 658, 1099, 684]
